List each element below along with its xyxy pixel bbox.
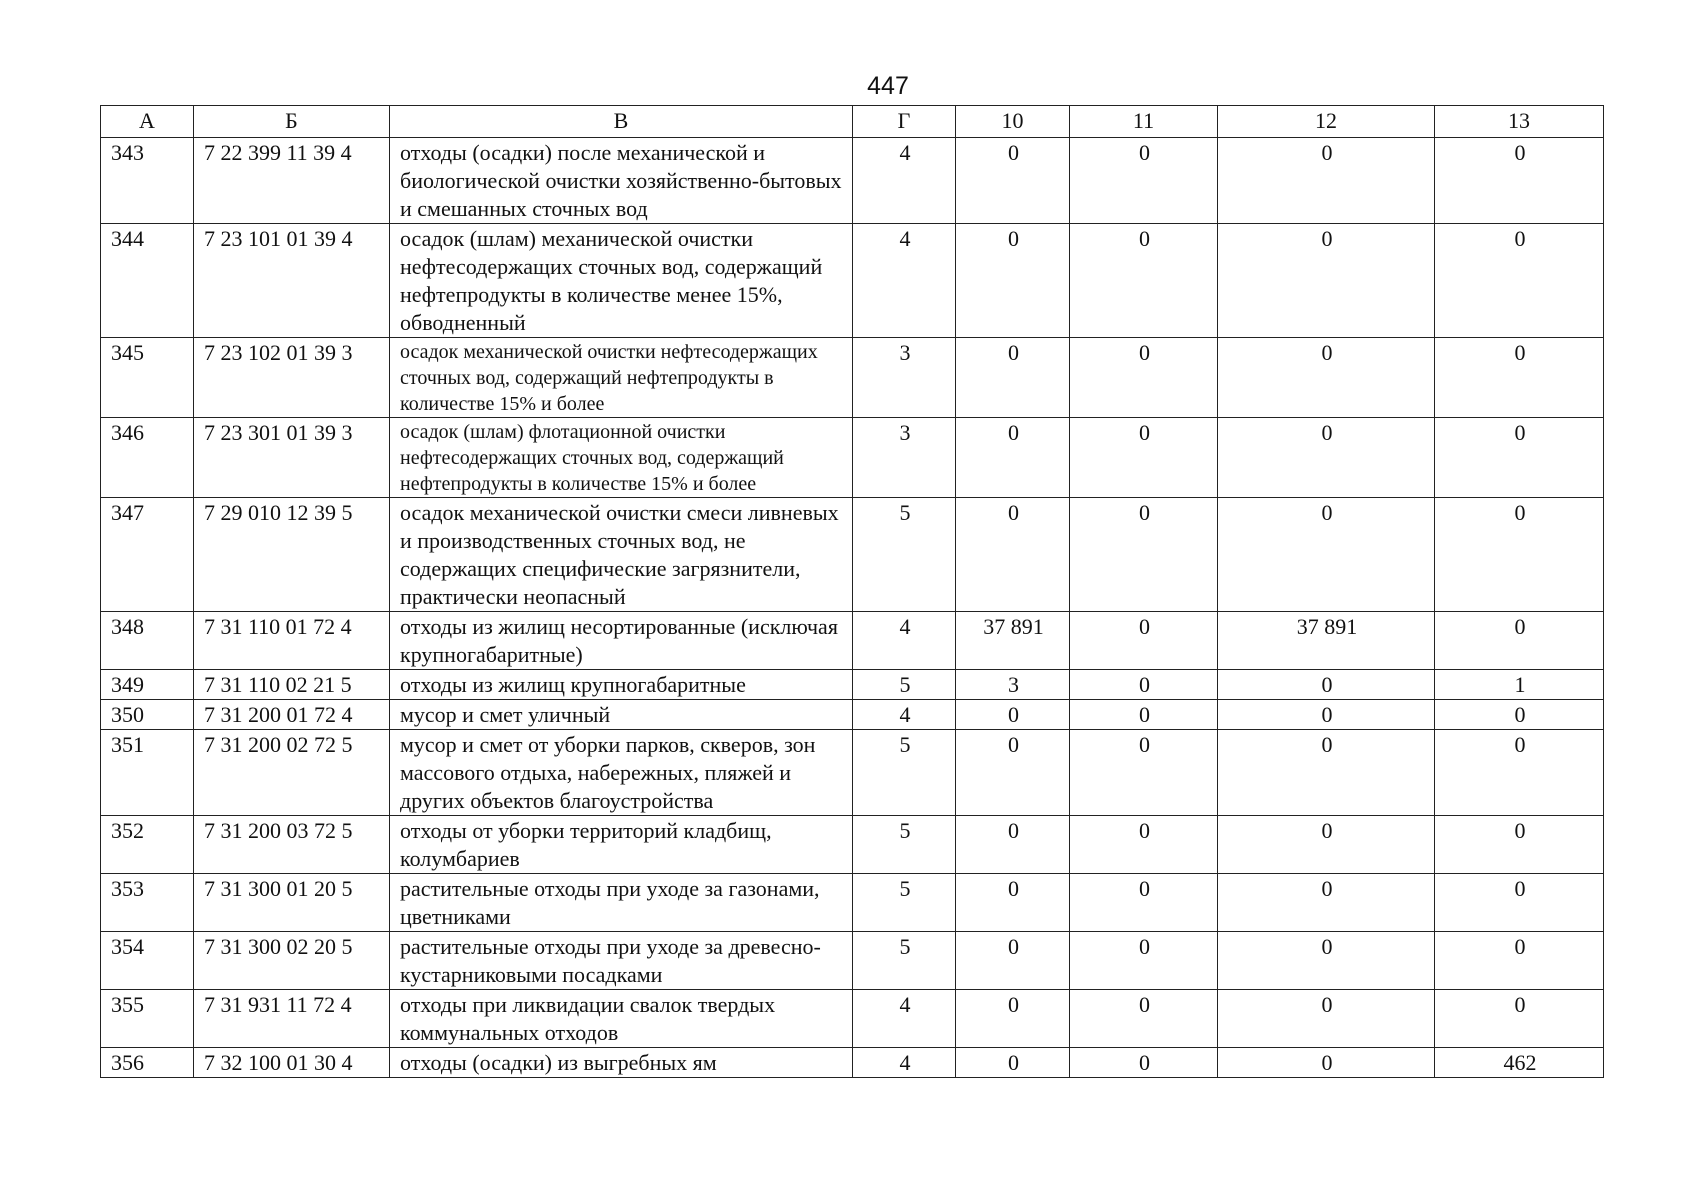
col-10-cell: 0 — [956, 700, 1070, 730]
waste-name-cell: мусор и смет от уборки парков, скверов, зон массового отдыха, набережных, пляжей и других объектов благоустройства — [390, 730, 853, 816]
waste-name-cell: отходы (осадки) после механической и биологической очистки хозяйственно-бытовых и смешанных сточных вод — [390, 138, 853, 224]
header-cell-v: В — [390, 106, 853, 138]
table-row — [101, 1048, 1604, 1078]
waste-code-cell: 7 31 200 01 72 4 — [194, 700, 390, 730]
col-10-cell: 0 — [956, 338, 1070, 418]
header-cell-g: Г — [853, 106, 956, 138]
header-cell-b: Б — [194, 106, 390, 138]
header-cell-a: А — [101, 106, 194, 138]
header-cell-12: 12 — [1218, 106, 1435, 138]
col-12-cell: 0 — [1218, 816, 1435, 874]
table-row — [101, 418, 1604, 498]
col-13-cell: 0 — [1435, 730, 1604, 816]
hazard-class-cell: 3 — [853, 418, 956, 498]
table-body — [101, 138, 1604, 1078]
col-11-cell: 0 — [1070, 612, 1218, 670]
col-11-cell: 0 — [1070, 990, 1218, 1048]
col-11-cell: 0 — [1070, 700, 1218, 730]
row-number-cell: 350 — [101, 700, 194, 730]
col-12-cell: 0 — [1218, 138, 1435, 224]
col-10-cell: 0 — [956, 990, 1070, 1048]
waste-code-cell: 7 23 301 01 39 3 — [194, 418, 390, 498]
hazard-class-cell: 5 — [853, 670, 956, 700]
waste-name-cell: растительные отходы при уходе за древесно-кустарниковыми посадками — [390, 932, 853, 990]
col-10-cell: 0 — [956, 138, 1070, 224]
table-row — [101, 932, 1604, 990]
col-10-cell: 0 — [956, 816, 1070, 874]
col-13-cell: 462 — [1435, 1048, 1604, 1078]
hazard-class-cell: 5 — [853, 932, 956, 990]
table-row — [101, 816, 1604, 874]
row-number-cell: 353 — [101, 874, 194, 932]
col-11-cell: 0 — [1070, 138, 1218, 224]
col-10-cell: 0 — [956, 730, 1070, 816]
header-cell-11: 11 — [1070, 106, 1218, 138]
waste-code-cell: 7 31 110 01 72 4 — [194, 612, 390, 670]
row-number-cell: 346 — [101, 418, 194, 498]
page-number: 447 — [867, 72, 909, 100]
col-13-cell: 0 — [1435, 338, 1604, 418]
waste-code-cell: 7 31 300 01 20 5 — [194, 874, 390, 932]
col-10-cell: 0 — [956, 418, 1070, 498]
waste-code-cell: 7 23 101 01 39 4 — [194, 224, 390, 338]
col-12-cell: 37 891 — [1218, 612, 1435, 670]
table-row — [101, 730, 1604, 816]
waste-name-cell: отходы от уборки территорий кладбищ, колумбариев — [390, 816, 853, 874]
hazard-class-cell: 5 — [853, 498, 956, 612]
table-row — [101, 138, 1604, 224]
table-row — [101, 498, 1604, 612]
waste-name-cell: мусор и смет уличный — [390, 700, 853, 730]
col-12-cell: 0 — [1218, 730, 1435, 816]
col-13-cell: 0 — [1435, 612, 1604, 670]
header-row — [101, 106, 1604, 138]
row-number-cell: 347 — [101, 498, 194, 612]
waste-code-cell: 7 31 110 02 21 5 — [194, 670, 390, 700]
waste-code-cell: 7 32 100 01 30 4 — [194, 1048, 390, 1078]
hazard-class-cell: 4 — [853, 1048, 956, 1078]
col-11-cell: 0 — [1070, 816, 1218, 874]
col-10-cell: 0 — [956, 1048, 1070, 1078]
col-12-cell: 0 — [1218, 498, 1435, 612]
table-row — [101, 612, 1604, 670]
row-number-cell: 348 — [101, 612, 194, 670]
col-12-cell: 0 — [1218, 700, 1435, 730]
col-12-cell: 0 — [1218, 990, 1435, 1048]
row-number-cell: 356 — [101, 1048, 194, 1078]
row-number-cell: 352 — [101, 816, 194, 874]
col-11-cell: 0 — [1070, 874, 1218, 932]
waste-code-cell: 7 31 300 02 20 5 — [194, 932, 390, 990]
col-13-cell: 0 — [1435, 138, 1604, 224]
table-row — [101, 224, 1604, 338]
waste-code-cell: 7 31 200 03 72 5 — [194, 816, 390, 874]
waste-name-cell: осадок механической очистки нефтесодержащих сточных вод, содержащий нефтепродукты в количестве 15% и более — [390, 338, 853, 418]
waste-name-cell: осадок механической очистки смеси ливневых и производственных сточных вод, не содержащих специфические загрязнители, практически неопасный — [390, 498, 853, 612]
waste-name-cell: растительные отходы при уходе за газонами, цветниками — [390, 874, 853, 932]
waste-table — [100, 105, 1604, 1078]
hazard-class-cell: 5 — [853, 816, 956, 874]
col-12-cell: 0 — [1218, 418, 1435, 498]
col-11-cell: 0 — [1070, 418, 1218, 498]
col-10-cell: 37 891 — [956, 612, 1070, 670]
hazard-class-cell: 4 — [853, 612, 956, 670]
hazard-class-cell: 4 — [853, 224, 956, 338]
waste-name-cell: осадок (шлам) флотационной очистки нефтесодержащих сточных вод, содержащий нефтепродукты в количестве 15% и более — [390, 418, 853, 498]
col-12-cell: 0 — [1218, 224, 1435, 338]
col-13-cell: 0 — [1435, 498, 1604, 612]
waste-code-cell: 7 31 200 02 72 5 — [194, 730, 390, 816]
col-10-cell: 3 — [956, 670, 1070, 700]
col-13-cell: 0 — [1435, 418, 1604, 498]
table-row — [101, 670, 1604, 700]
hazard-class-cell: 5 — [853, 730, 956, 816]
waste-name-cell: отходы из жилищ крупногабаритные — [390, 670, 853, 700]
header-cell-10: 10 — [956, 106, 1070, 138]
col-11-cell: 0 — [1070, 224, 1218, 338]
col-11-cell: 0 — [1070, 670, 1218, 700]
table-row — [101, 874, 1604, 932]
waste-name-cell: отходы при ликвидации свалок твердых коммунальных отходов — [390, 990, 853, 1048]
header-cell-13: 13 — [1435, 106, 1604, 138]
waste-name-cell: осадок (шлам) механической очистки нефтесодержащих сточных вод, содержащий нефтепродукты в количестве менее 15%, обводненный — [390, 224, 853, 338]
hazard-class-cell: 3 — [853, 338, 956, 418]
col-11-cell: 0 — [1070, 1048, 1218, 1078]
col-11-cell: 0 — [1070, 932, 1218, 990]
hazard-class-cell: 4 — [853, 990, 956, 1048]
col-12-cell: 0 — [1218, 670, 1435, 700]
waste-name-cell: отходы из жилищ несортированные (исключая крупногабаритные) — [390, 612, 853, 670]
col-13-cell: 0 — [1435, 816, 1604, 874]
hazard-class-cell: 5 — [853, 874, 956, 932]
table-row — [101, 990, 1604, 1048]
row-number-cell: 354 — [101, 932, 194, 990]
col-11-cell: 0 — [1070, 730, 1218, 816]
col-10-cell: 0 — [956, 932, 1070, 990]
row-number-cell: 343 — [101, 138, 194, 224]
table-row — [101, 700, 1604, 730]
hazard-class-cell: 4 — [853, 138, 956, 224]
col-10-cell: 0 — [956, 224, 1070, 338]
row-number-cell: 355 — [101, 990, 194, 1048]
col-13-cell: 0 — [1435, 990, 1604, 1048]
table-row — [101, 338, 1604, 418]
waste-code-cell: 7 29 010 12 39 5 — [194, 498, 390, 612]
row-number-cell: 349 — [101, 670, 194, 700]
waste-name-cell: отходы (осадки) из выгребных ям — [390, 1048, 853, 1078]
col-10-cell: 0 — [956, 874, 1070, 932]
col-11-cell: 0 — [1070, 498, 1218, 612]
col-13-cell: 0 — [1435, 874, 1604, 932]
waste-code-cell: 7 23 102 01 39 3 — [194, 338, 390, 418]
row-number-cell: 351 — [101, 730, 194, 816]
col-11-cell: 0 — [1070, 338, 1218, 418]
row-number-cell: 345 — [101, 338, 194, 418]
col-13-cell: 0 — [1435, 932, 1604, 990]
col-12-cell: 0 — [1218, 1048, 1435, 1078]
col-13-cell: 0 — [1435, 700, 1604, 730]
col-13-cell: 0 — [1435, 224, 1604, 338]
col-12-cell: 0 — [1218, 874, 1435, 932]
waste-code-cell: 7 31 931 11 72 4 — [194, 990, 390, 1048]
hazard-class-cell: 4 — [853, 700, 956, 730]
col-12-cell: 0 — [1218, 338, 1435, 418]
waste-code-cell: 7 22 399 11 39 4 — [194, 138, 390, 224]
col-13-cell: 1 — [1435, 670, 1604, 700]
row-number-cell: 344 — [101, 224, 194, 338]
col-12-cell: 0 — [1218, 932, 1435, 990]
col-10-cell: 0 — [956, 498, 1070, 612]
